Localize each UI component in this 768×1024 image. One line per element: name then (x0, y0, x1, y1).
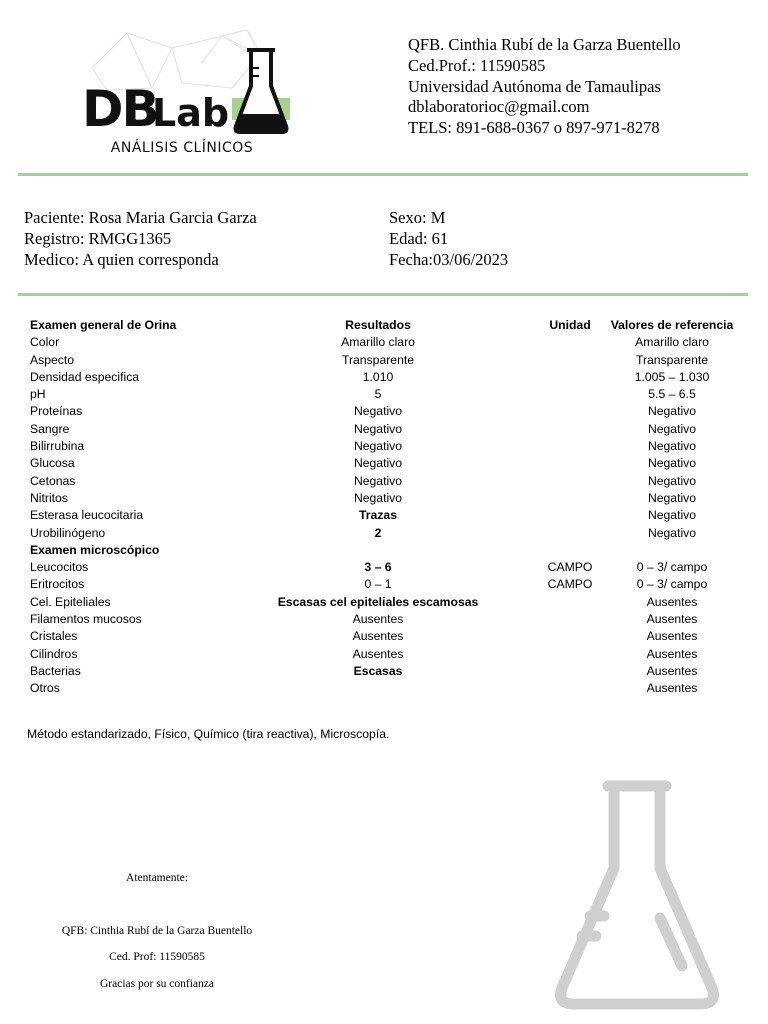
table-row (30, 525, 745, 542)
patient-sex: Sexo: M (389, 208, 446, 227)
test-reference: Ausentes (646, 646, 698, 661)
table-row (30, 646, 745, 663)
test-name: Cilindros (30, 646, 78, 661)
chemist-name: QFB. Cinthia Rubí de la Garza Buentello (408, 35, 681, 54)
header-results: Resultados (345, 318, 411, 332)
section-title: Examen microscópico (30, 542, 160, 557)
section-heading-microscopic (30, 542, 745, 559)
header-divider (18, 173, 748, 176)
test-name: Cetonas (30, 473, 76, 488)
test-result: Ausentes (352, 629, 404, 644)
regards-text: Atentamente: (126, 872, 188, 884)
test-reference: Negativo (647, 508, 697, 523)
test-result: Trazas (359, 508, 397, 523)
test-result: Negativo (353, 490, 403, 505)
test-reference: Negativo (647, 456, 697, 471)
patient-info-left (24, 208, 257, 270)
logo-lab-text: Lab (152, 91, 230, 135)
test-result: Escasas cel epiteliales escamosas (277, 594, 479, 609)
table-row (30, 490, 745, 507)
test-name: pH (30, 387, 46, 402)
test-reference: Negativo (647, 473, 697, 488)
test-reference: Ausentes (646, 663, 698, 678)
flask-watermark-icon (548, 776, 726, 1014)
table-row (30, 611, 745, 628)
phones: TELS: 891-688-0367 o 897-971-8278 (408, 118, 660, 138)
table-row (30, 628, 745, 645)
table-row (30, 438, 745, 455)
test-name: Urobilinógeno (30, 525, 106, 540)
table-row (30, 559, 745, 576)
test-name: Cristales (30, 629, 78, 644)
test-result: Amarillo claro (341, 335, 415, 350)
test-result: 0 – 1 (364, 577, 392, 592)
test-reference: Negativo (647, 525, 697, 540)
test-name: Cel. Epiteliales (30, 594, 111, 609)
test-reference: Ausentes (646, 594, 698, 609)
test-name: Color (30, 335, 60, 350)
test-reference: Ausentes (646, 612, 698, 627)
test-result: Negativo (353, 421, 403, 436)
table-row (30, 594, 745, 611)
table-row (30, 386, 745, 403)
test-name: Sangre (30, 421, 70, 436)
signer-name: QFB: Cinthia Rubí de la Garza Buentello (61, 925, 253, 937)
test-unit: CAMPO (547, 577, 593, 592)
test-reference: 1.005 – 1.030 (634, 369, 710, 384)
test-result: Negativo (353, 439, 403, 454)
header-unit: Unidad (549, 318, 591, 332)
test-name: Proteínas (30, 404, 83, 419)
test-result: 3 – 6 (364, 560, 392, 575)
test-reference: Negativo (647, 421, 697, 436)
thanks-text: Gracias por su confianza (100, 978, 214, 990)
patient-divider (18, 293, 748, 296)
table-row (30, 507, 745, 524)
table-row (30, 352, 745, 369)
university: Universidad Autónoma de Tamaulipas (408, 76, 661, 96)
table-row (30, 421, 745, 438)
method-note: Método estandarizado, Físico, Químico (tira reactiva), Microscopía. (27, 727, 390, 741)
test-name: Otros (30, 681, 60, 696)
email: dblaboratorioc@gmail.com (408, 97, 590, 117)
test-result: Negativo (353, 456, 403, 471)
test-reference: 5.5 – 6.5 (648, 387, 696, 402)
test-result: Ausentes (352, 646, 404, 661)
test-reference: 0 – 3/ campo (636, 560, 708, 575)
test-name: Densidad especifica (30, 369, 140, 384)
table-row (30, 663, 745, 680)
results-table (30, 317, 745, 698)
table-row (30, 455, 745, 472)
patient-registry: Registro: RMGG1365 (24, 228, 172, 248)
test-reference: Negativo (647, 490, 697, 505)
table-row (30, 680, 745, 697)
test-reference: Ausentes (646, 629, 698, 644)
professional-license: Ced.Prof.: 11590585 (408, 55, 546, 75)
report-date: Fecha:03/06/2023 (389, 249, 509, 269)
signer-license: Ced. Prof: 11590585 (109, 951, 205, 963)
test-name: Glucosa (30, 456, 75, 471)
test-result: 5 (374, 387, 382, 402)
table-header (30, 317, 745, 334)
test-reference: Transparente (635, 352, 709, 367)
test-result: Transparente (341, 352, 415, 367)
table-row (30, 403, 745, 420)
table-row (30, 473, 745, 490)
test-name: Bacterias (30, 663, 81, 678)
test-result: Negativo (353, 404, 403, 419)
logo-db-text: DB (82, 80, 158, 138)
test-result: 2 (374, 525, 382, 540)
test-name: Filamentos mucosos (30, 612, 142, 627)
patient-doctor: Medico: A quien corresponda (24, 249, 219, 269)
header-exam: Examen general de Orina (30, 318, 177, 332)
patient-info-right (389, 208, 508, 270)
test-result: Escasas (353, 663, 403, 678)
test-name: Eritrocitos (30, 577, 85, 592)
test-reference: Ausentes (646, 681, 698, 696)
test-reference: Negativo (647, 404, 697, 419)
table-row (30, 334, 745, 351)
logo-flask-icon (236, 50, 287, 132)
test-result: 1.010 (362, 369, 394, 384)
patient-age: Edad: 61 (389, 228, 449, 248)
test-name: Aspecto (30, 352, 75, 367)
dblab-logo (82, 28, 297, 158)
test-reference: Negativo (647, 439, 697, 454)
table-row (30, 576, 745, 593)
table-row (30, 369, 745, 386)
test-name: Leucocitos (30, 560, 89, 575)
test-reference: 0 – 3/ campo (636, 577, 708, 592)
header-reference: Valores de referencia (610, 318, 734, 332)
test-name: Esterasa leucocitaria (30, 508, 144, 523)
test-unit: CAMPO (547, 560, 593, 575)
test-result: Negativo (353, 473, 403, 488)
test-name: Bilirrubina (30, 439, 85, 454)
lab-contact-block (408, 35, 681, 139)
patient-name: Paciente: Rosa Maria Garcia Garza (24, 208, 257, 227)
test-result: Ausentes (352, 612, 404, 627)
logo-tagline: ANÁLISIS CLÍNICOS (110, 140, 254, 156)
test-name: Nitritos (30, 490, 68, 505)
test-reference: Amarillo claro (635, 335, 709, 350)
